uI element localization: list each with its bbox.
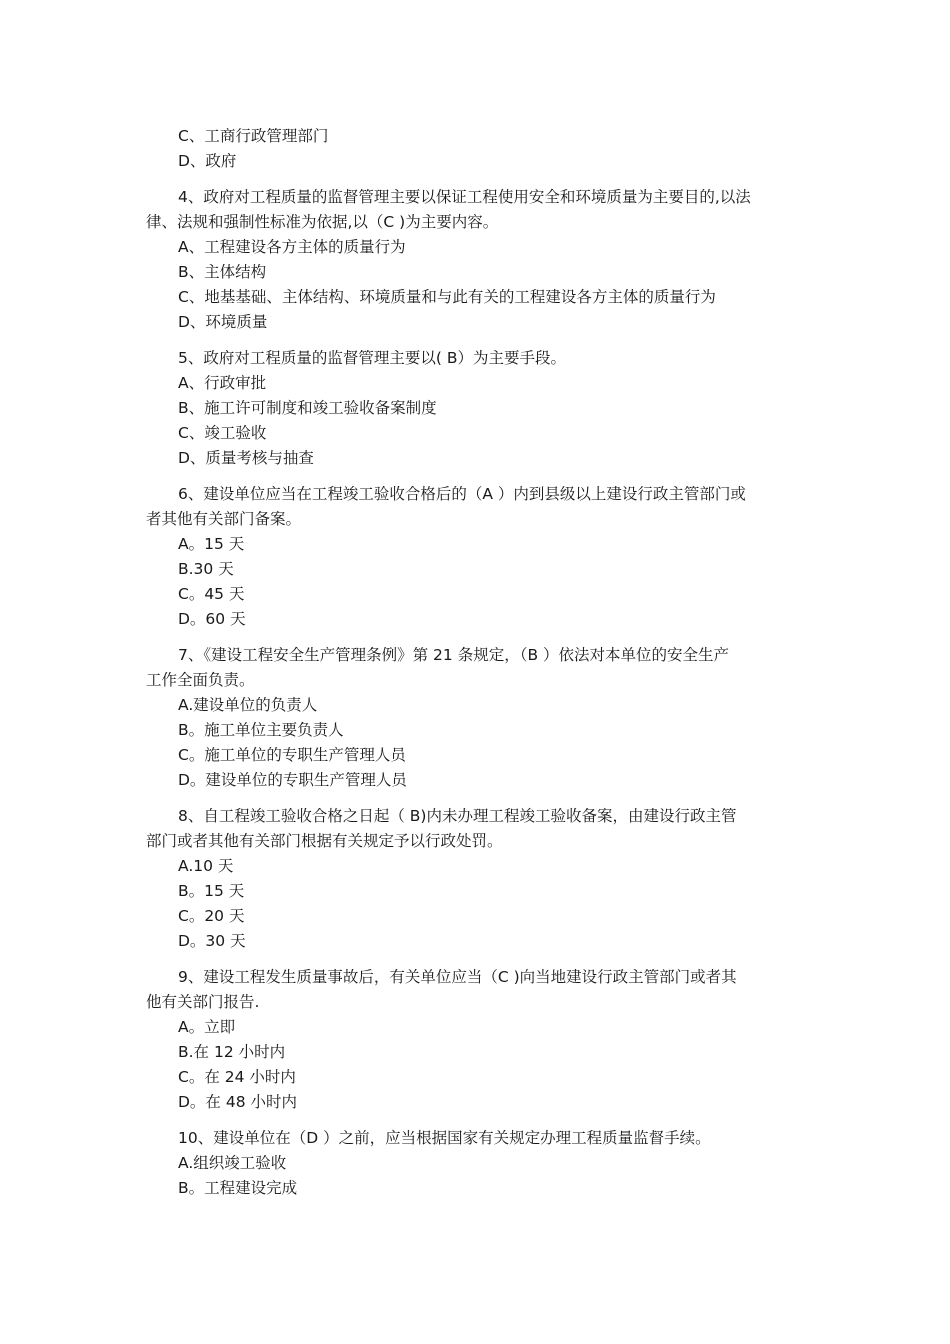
option-d: D、环境质量 [178, 313, 268, 331]
option-c: C、竣工验收 [178, 424, 267, 442]
question-stem [146, 1126, 810, 1151]
question-8 [146, 804, 810, 954]
lead-options [146, 124, 810, 174]
question-5 [146, 346, 810, 471]
stem-line: 6、建设单位应当在工程竣工验收合格后的（A ）内到县级以上建设行政主管部门或 [178, 485, 746, 503]
option-b: B。施工单位主要负责人 [178, 721, 344, 739]
option-d: D。30 天 [178, 932, 246, 950]
option-b: B.在 12 小时内 [178, 1043, 286, 1061]
question-6 [146, 482, 810, 632]
option-d: D。在 48 小时内 [178, 1093, 298, 1111]
option-a: A、行政审批 [178, 374, 267, 392]
stem-line: 者其他有关部门备案。 [146, 510, 302, 528]
document-body [146, 124, 810, 1201]
option-c: C。45 天 [178, 585, 245, 603]
option-a: A、工程建设各方主体的质量行为 [178, 238, 406, 256]
option-b: B、施工许可制度和竣工验收备案制度 [178, 399, 437, 417]
option-b: B。工程建设完成 [178, 1179, 298, 1197]
stem-line: 10、建设单位在（D ）之前，应当根据国家有关规定办理工程质量监督手续。 [178, 1129, 711, 1147]
stem-line: 工作全面负责。 [146, 671, 255, 689]
stem-line: 律、法规和强制性标准为依据,以（C )为主要内容。 [146, 213, 499, 231]
option-c: C、工商行政管理部门 [178, 127, 329, 145]
option-c: C。施工单位的专职生产管理人员 [178, 746, 406, 764]
option-b: B、主体结构 [178, 263, 267, 281]
option-a: A。15 天 [178, 535, 245, 553]
option-c: C。20 天 [178, 907, 245, 925]
question-stem [146, 185, 810, 235]
option-b: B。15 天 [178, 882, 245, 900]
stem-line: 9、建设工程发生质量事故后，有关单位应当（C )向当地建设行政主管部门或者其 [178, 968, 737, 986]
question-9 [146, 965, 810, 1115]
option-a: A。立即 [178, 1018, 236, 1036]
stem-line: 5、政府对工程质量的监督管理主要以( B）为主要手段。 [178, 349, 566, 367]
stem-line: 4、政府对工程质量的监督管理主要以保证工程使用安全和环境质量为主要目的,以法 [178, 188, 751, 206]
question-4 [146, 185, 810, 335]
option-d: D、政府 [178, 152, 237, 170]
option-a: A.建设单位的负责人 [178, 696, 318, 714]
option-a: A.10 天 [178, 857, 234, 875]
question-stem [146, 346, 810, 371]
question-stem [146, 804, 810, 854]
option-d: D。60 天 [178, 610, 246, 628]
stem-line: 部门或者其他有关部门根据有关规定予以行政处罚。 [146, 832, 503, 850]
option-c: C。在 24 小时内 [178, 1068, 296, 1086]
option-b: B.30 天 [178, 560, 234, 578]
question-7 [146, 643, 810, 793]
option-c: C、地基基础、主体结构、环境质量和与此有关的工程建设各方主体的质量行为 [178, 288, 716, 306]
option-d: D。建设单位的专职生产管理人员 [178, 771, 407, 789]
question-stem [146, 643, 810, 693]
stem-line: 7、《建设工程安全生产管理条例》第 21 条规定，（B ）依法对本单位的安全生产 [178, 646, 730, 664]
stem-line: 他有关部门报告. [146, 993, 260, 1011]
option-d: D、质量考核与抽查 [178, 449, 314, 467]
question-stem [146, 965, 810, 1015]
stem-line: 8、自工程竣工验收合格之日起（ B)内未办理工程竣工验收备案，由建设行政主管 [178, 807, 737, 825]
question-10 [146, 1126, 810, 1201]
option-a: A.组织竣工验收 [178, 1154, 287, 1172]
question-stem [146, 482, 810, 532]
